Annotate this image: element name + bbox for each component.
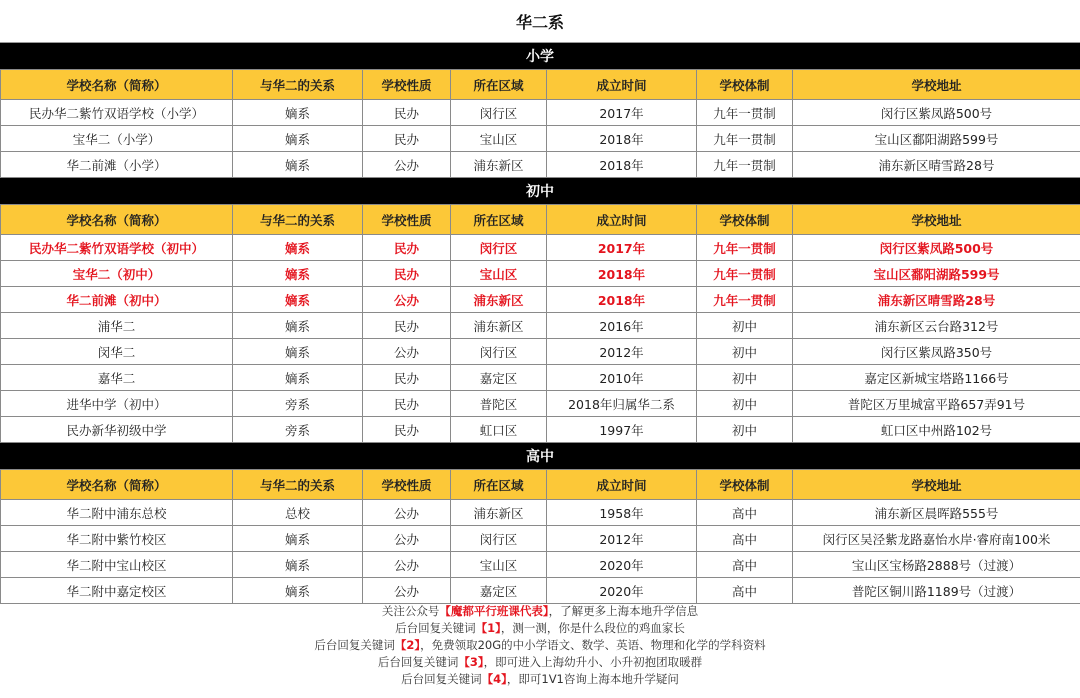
table-row bbox=[1, 152, 1080, 178]
table-cell: 初中 bbox=[697, 417, 793, 443]
footer-text: ，即可1V1咨询上海本地升学疑问 bbox=[506, 672, 679, 686]
table-cell: 浦东新区 bbox=[451, 152, 547, 178]
column-header: 与华二的关系 bbox=[233, 70, 363, 100]
table-cell: 浦东新区 bbox=[451, 313, 547, 339]
column-header: 与华二的关系 bbox=[233, 205, 363, 235]
table-cell: 嫡系 bbox=[233, 313, 363, 339]
table-cell: 九年一贯制 bbox=[697, 287, 793, 313]
table-cell: 嫡系 bbox=[233, 578, 363, 604]
table-cell: 初中 bbox=[697, 391, 793, 417]
table-cell: 宝山区宝杨路2888号（过渡） bbox=[793, 552, 1080, 578]
table-cell: 宝山区鄱阳湖路599号 bbox=[793, 261, 1080, 287]
table-cell: 闵行区 bbox=[451, 100, 547, 126]
table-cell: 公办 bbox=[363, 500, 451, 526]
table-row bbox=[1, 100, 1080, 126]
table-cell: 民办新华初级中学 bbox=[1, 417, 233, 443]
footer-text: 后台回复关键词 bbox=[314, 638, 395, 652]
table-cell: 民办 bbox=[363, 313, 451, 339]
footer-text: ，免费领取20G的中小学语文、数学、英语、物理和化学的学科资料 bbox=[420, 638, 766, 652]
table-cell: 民办 bbox=[363, 417, 451, 443]
footer-text: 后台回复关键词 bbox=[401, 672, 482, 686]
table-cell: 闵行区吴泾紫龙路嘉怡水岸·睿府南100米 bbox=[793, 526, 1080, 552]
table-cell: 公办 bbox=[363, 552, 451, 578]
header-row bbox=[1, 470, 1080, 500]
table-row bbox=[1, 391, 1080, 417]
footer-line bbox=[395, 620, 685, 637]
sections-container bbox=[0, 43, 1080, 604]
footer-keyword: 【4】 bbox=[481, 672, 507, 686]
table-cell: 华二附中宝山校区 bbox=[1, 552, 233, 578]
table-cell: 民办 bbox=[363, 261, 451, 287]
table-cell: 2018年 bbox=[547, 126, 697, 152]
column-header: 学校体制 bbox=[697, 70, 793, 100]
table-cell: 九年一贯制 bbox=[697, 261, 793, 287]
table-cell: 九年一贯制 bbox=[697, 126, 793, 152]
table-cell: 公办 bbox=[363, 526, 451, 552]
column-header: 学校名称（简称） bbox=[1, 70, 233, 100]
school-table bbox=[0, 204, 1080, 443]
column-header: 与华二的关系 bbox=[233, 470, 363, 500]
table-cell: 华二附中嘉定校区 bbox=[1, 578, 233, 604]
table-cell: 普陀区铜川路1189号（过渡） bbox=[793, 578, 1080, 604]
table-cell: 公办 bbox=[363, 152, 451, 178]
column-header: 学校名称（简称） bbox=[1, 205, 233, 235]
header-row bbox=[1, 70, 1080, 100]
table-cell: 九年一贯制 bbox=[697, 235, 793, 261]
table-cell: 2018年 bbox=[547, 261, 697, 287]
table-cell: 初中 bbox=[697, 365, 793, 391]
footer-keyword: 【魔都平行班课代表】 bbox=[439, 604, 549, 618]
table-row bbox=[1, 365, 1080, 391]
table-cell: 嫡系 bbox=[233, 365, 363, 391]
footer-keyword: 【3】 bbox=[458, 655, 484, 669]
footer-line bbox=[401, 671, 679, 688]
column-header: 学校体制 bbox=[697, 205, 793, 235]
table-cell: 公办 bbox=[363, 578, 451, 604]
column-header: 所在区域 bbox=[451, 470, 547, 500]
table-row bbox=[1, 552, 1080, 578]
table-cell: 嘉华二 bbox=[1, 365, 233, 391]
table-cell: 九年一贯制 bbox=[697, 152, 793, 178]
table-cell: 华二附中浦东总校 bbox=[1, 500, 233, 526]
table-cell: 闵行区 bbox=[451, 235, 547, 261]
footer-text: ，了解更多上海本地升学信息 bbox=[548, 604, 699, 618]
table-cell: 民办华二紫竹双语学校（小学） bbox=[1, 100, 233, 126]
table-cell: 嫡系 bbox=[233, 152, 363, 178]
footer-text: 关注公众号 bbox=[381, 604, 440, 618]
table-cell: 民办 bbox=[363, 100, 451, 126]
header-row bbox=[1, 205, 1080, 235]
table-cell: 浦华二 bbox=[1, 313, 233, 339]
table-cell: 2017年 bbox=[547, 235, 697, 261]
column-header: 学校名称（简称） bbox=[1, 470, 233, 500]
column-header: 学校性质 bbox=[363, 470, 451, 500]
table-cell: 宝山区鄱阳湖路599号 bbox=[793, 126, 1080, 152]
table-cell: 高中 bbox=[697, 526, 793, 552]
table-cell: 闵行区紫凤路500号 bbox=[793, 235, 1080, 261]
table-row bbox=[1, 339, 1080, 365]
table-cell: 嫡系 bbox=[233, 235, 363, 261]
table-cell: 2018年归属华二系 bbox=[547, 391, 697, 417]
table-cell: 2012年 bbox=[547, 339, 697, 365]
school-table bbox=[0, 469, 1080, 604]
table-cell: 1997年 bbox=[547, 417, 697, 443]
table-cell: 闵行区紫凤路350号 bbox=[793, 339, 1080, 365]
table-cell: 总校 bbox=[233, 500, 363, 526]
table-cell: 嫡系 bbox=[233, 100, 363, 126]
table-cell: 浦东新区晨晖路555号 bbox=[793, 500, 1080, 526]
table-cell: 华二附中紫竹校区 bbox=[1, 526, 233, 552]
table-cell: 宝华二（小学） bbox=[1, 126, 233, 152]
table-cell: 宝山区 bbox=[451, 552, 547, 578]
table-cell: 浦东新区晴雪路28号 bbox=[793, 152, 1080, 178]
table-row bbox=[1, 287, 1080, 313]
section-header: 高中 bbox=[0, 443, 1080, 469]
table-cell: 闵华二 bbox=[1, 339, 233, 365]
table-cell: 宝山区 bbox=[451, 126, 547, 152]
table-cell: 虹口区中州路102号 bbox=[793, 417, 1080, 443]
table-row bbox=[1, 313, 1080, 339]
table-row bbox=[1, 235, 1080, 261]
table-cell: 2018年 bbox=[547, 287, 697, 313]
page-title: 华二系 bbox=[0, 0, 1080, 43]
column-header: 成立时间 bbox=[547, 470, 697, 500]
table-cell: 2020年 bbox=[547, 578, 697, 604]
column-header: 成立时间 bbox=[547, 205, 697, 235]
table-cell: 浦东新区 bbox=[451, 500, 547, 526]
table-cell: 初中 bbox=[697, 339, 793, 365]
table-cell: 嘉定区新城宝塔路1166号 bbox=[793, 365, 1080, 391]
table-cell: 浦东新区 bbox=[451, 287, 547, 313]
table-cell: 嫡系 bbox=[233, 552, 363, 578]
table-row bbox=[1, 261, 1080, 287]
section-header: 小学 bbox=[0, 43, 1080, 69]
column-header: 成立时间 bbox=[547, 70, 697, 100]
column-header: 学校地址 bbox=[793, 70, 1080, 100]
table-cell: 闵行区 bbox=[451, 339, 547, 365]
table-cell: 嫡系 bbox=[233, 287, 363, 313]
table-row bbox=[1, 417, 1080, 443]
footer-line bbox=[314, 637, 765, 654]
table-cell: 2020年 bbox=[547, 552, 697, 578]
table-cell: 高中 bbox=[697, 578, 793, 604]
column-header: 所在区域 bbox=[451, 70, 547, 100]
table-cell: 嫡系 bbox=[233, 339, 363, 365]
table-cell: 民办 bbox=[363, 126, 451, 152]
table-cell: 2010年 bbox=[547, 365, 697, 391]
table-cell: 闵行区紫凤路500号 bbox=[793, 100, 1080, 126]
school-table bbox=[0, 69, 1080, 178]
table-cell: 九年一贯制 bbox=[697, 100, 793, 126]
table-cell: 民办 bbox=[363, 391, 451, 417]
table-cell: 2018年 bbox=[547, 152, 697, 178]
column-header: 学校体制 bbox=[697, 470, 793, 500]
table-cell: 1958年 bbox=[547, 500, 697, 526]
table-cell: 嫡系 bbox=[233, 526, 363, 552]
table-cell: 宝山区 bbox=[451, 261, 547, 287]
table-cell: 公办 bbox=[363, 287, 451, 313]
table-cell: 旁系 bbox=[233, 417, 363, 443]
column-header: 学校地址 bbox=[793, 470, 1080, 500]
table-cell: 民办 bbox=[363, 235, 451, 261]
section-header: 初中 bbox=[0, 178, 1080, 204]
table-cell: 虹口区 bbox=[451, 417, 547, 443]
table-row bbox=[1, 500, 1080, 526]
table-cell: 嘉定区 bbox=[451, 365, 547, 391]
table-cell: 浦东新区云台路312号 bbox=[793, 313, 1080, 339]
footer-text: 后台回复关键词 bbox=[395, 621, 476, 635]
table-cell: 嫡系 bbox=[233, 126, 363, 152]
table-cell: 民办华二紫竹双语学校（初中） bbox=[1, 235, 233, 261]
footer-keyword: 【1】 bbox=[475, 621, 501, 635]
column-header: 学校性质 bbox=[363, 205, 451, 235]
table-cell: 普陀区 bbox=[451, 391, 547, 417]
footer-line bbox=[382, 603, 698, 620]
table-cell: 进华中学（初中） bbox=[1, 391, 233, 417]
table-cell: 普陀区万里城富平路657弄91号 bbox=[793, 391, 1080, 417]
table-cell: 民办 bbox=[363, 365, 451, 391]
column-header: 学校性质 bbox=[363, 70, 451, 100]
table-cell: 华二前滩（初中） bbox=[1, 287, 233, 313]
table-cell: 高中 bbox=[697, 552, 793, 578]
table-cell: 2016年 bbox=[547, 313, 697, 339]
table-cell: 初中 bbox=[697, 313, 793, 339]
table-cell: 旁系 bbox=[233, 391, 363, 417]
table-cell: 2017年 bbox=[547, 100, 697, 126]
footer-line bbox=[378, 654, 702, 671]
table-cell: 闵行区 bbox=[451, 526, 547, 552]
table-cell: 高中 bbox=[697, 500, 793, 526]
footer-text: 后台回复关键词 bbox=[377, 655, 459, 669]
table-row bbox=[1, 126, 1080, 152]
table-cell: 2012年 bbox=[547, 526, 697, 552]
footer-notes bbox=[0, 593, 1080, 698]
table-cell: 宝华二（初中） bbox=[1, 261, 233, 287]
footer-text: ，测一测，你是什么段位的鸡血家长 bbox=[500, 621, 685, 635]
table-row bbox=[1, 526, 1080, 552]
table-cell: 华二前滩（小学） bbox=[1, 152, 233, 178]
table-cell: 浦东新区晴雪路28号 bbox=[793, 287, 1080, 313]
table-cell: 嫡系 bbox=[233, 261, 363, 287]
table-cell: 公办 bbox=[363, 339, 451, 365]
footer-keyword: 【2】 bbox=[394, 638, 421, 652]
column-header: 所在区域 bbox=[451, 205, 547, 235]
table-cell: 嘉定区 bbox=[451, 578, 547, 604]
column-header: 学校地址 bbox=[793, 205, 1080, 235]
footer-text: ，即可进入上海幼升小、小升初抱团取暖群 bbox=[483, 655, 703, 669]
